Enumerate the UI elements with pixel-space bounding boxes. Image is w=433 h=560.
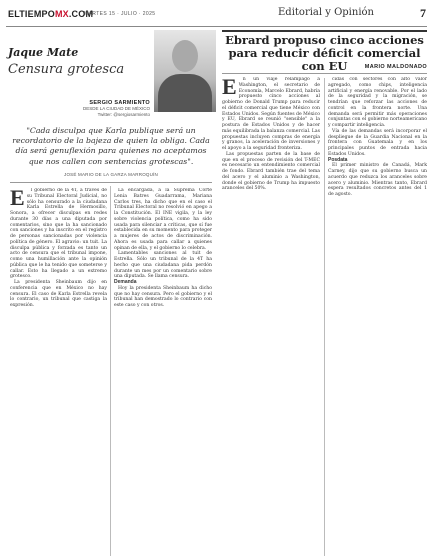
paragraph: La presidenta Sheinbaum dijo en conferencia que en México no hay censura. El caso de Karla Estrella revela lo contrario, un tribunal que castiga la expresión. [10, 280, 107, 308]
column-divider [324, 78, 325, 556]
subheading: Demanda [114, 279, 137, 285]
column-subtitle: Censura grotesca [8, 62, 125, 77]
paragraph: La encargada, a la Suprema Corte Lenia Batres Guadarrama, Mariana Carlos tres, ha dicho que en el caso el Tribunal Electoral no resolvió en apego a la Constitución. El INE vigila, y la ley sobre violencia política, como ha sido usada para silenciar a críticas, que sí fue establecida en su momento para proteger a mujeres de actos de discriminación. Ahora es usada para callar a quienes opinan de ella, y el gobierno lo celebra. [114, 188, 212, 251]
article-column-2 [114, 188, 212, 554]
author-photo [154, 30, 216, 112]
column-divider [110, 186, 111, 556]
issue-date: MARTES 15 · JULIO · 2025 [84, 11, 156, 17]
right-top-rule [222, 30, 427, 32]
page-number: 7 [420, 6, 426, 20]
site-logo[interactable] [8, 9, 93, 19]
drop-cap: E [222, 77, 237, 99]
drop-cap: E [10, 188, 25, 210]
paragraph: l gobierno de la 4T, a través de su Tribunal Electoral Judicial, no sólo ha censurado a la ciudadana Karla Estrella de Hermosillo, Sonora, a ofrecer disculpas en redes durante 30 días a una diputada por comentarios, sino que la ha sancionado con sanciones y ha inscrito en el registro de personas sancionadas por violencia política de género. El agravio: un tuit. La disculpa pública y forzada es tanto un acto de censura que el tribunal impone, como una humillación ante la opinión pública que le ha tenido que someterse y callar. Esto ha llegado a un extremo grotesco. [10, 188, 107, 280]
photo-torso [158, 74, 212, 112]
paragraph: Hoy la presidenta Sheinbaum ha dicho que no hay censura. Pero el gobierno y el tribunal han demostrado lo contrario con este caso y con otros. [114, 285, 212, 308]
quote-divider [10, 182, 212, 183]
paragraph: n un viaje relámpago a Washington, el secretario de Economía, Marcelo Ebrard, habría propuesto cinco acciones al gobierno de Donald Trump para reducir el déficit comercial que tiene México con Estados Unidos. Según fuentes de México y EU, Ebrard se reunió "sensible" a la postura de Estados Unidos y de hacer más equilibrada la balanza comercial. Las propuestas incluyen compras de energía y granos, la aceleración de inversiones y el apoyo a la seguridad fronteriza. [222, 77, 320, 151]
logo-main: ELTIEMPO [8, 9, 55, 19]
paragraph: Lamentables sanciones al tuit de Estrella. Sólo un tribunal de la 4T ha hecho que una ciudadana pida perdón durante un mes por un comentario sobre una diputada. Se llama censura. [114, 251, 212, 280]
author-name: SERGIO SARMIENTO [89, 100, 150, 106]
author-twitter[interactable]: Twitter: @sergiosarmiento [97, 112, 150, 117]
header-divider [6, 26, 427, 27]
article-column-4 [328, 77, 427, 554]
paragraph: El primer ministro de Canadá, Mark Carney, dijo que su gobierno busca un acuerdo que reduzca los aranceles sobre acero y aluminio. Mientras tanto, Ebrard espera resultados concretos antes del 1 de agosto. [328, 163, 427, 197]
photo-head [172, 40, 198, 72]
paragraph: Las propuestas parten de la base de que en el proceso de revisión del T-MEC es necesario un entendimiento comercial de fondo. Ebrard también trae del tema del acero y el aluminio a Washington, donde el gobierno de Trump ha impuesto aranceles del 50%. [222, 151, 320, 192]
masthead [0, 0, 433, 26]
subheading: Posdata [328, 156, 348, 163]
author-block [83, 100, 150, 118]
article-column-3 [222, 77, 320, 554]
quote-attribution: JOSÉ MARIO DE LA GARZA MARROQUÍN [64, 172, 158, 177]
pull-quote: "Cada disculpa que Karla publique será un recordatorio de la bajeza de quien la obliga. Cada día será genuflexión para quienes no aceptamos que nos callen con sentencias grotescas". [12, 126, 210, 166]
paragraph: cidas con sectores con alto valor agregado, como chips, inteligencia artificial y energía renovable. Por el lado de la seguridad y la migración, se tendrían que reforzar las acciones de control en la frontera norte. Una demanda será permitir más operaciones conjuntas con el gobierno norteamericano y compartir inteligencia. [328, 77, 427, 128]
article-column-1 [10, 188, 107, 554]
author-place: DESDE LA CIUDAD DE MÉXICO [82, 106, 150, 111]
section-title: Editorial y Opinión [278, 7, 374, 18]
headline[interactable]: Ebrard propuso cinco acciones para reducir déficit comercial con EU [225, 33, 424, 73]
byline-divider [222, 73, 427, 74]
logo-accent: MX [54, 9, 69, 19]
paragraph: Vía de las demandas será incorporar el despliegue de la Guardia Nacional en la frontera con Guatemala y en los principales puntos de entrada hacia Estados Unidos. [328, 128, 427, 157]
column-title: Jaque Mate [8, 46, 79, 59]
logo-tail: .COM [68, 9, 94, 19]
byline: MARIO MALDONADO [364, 64, 427, 70]
